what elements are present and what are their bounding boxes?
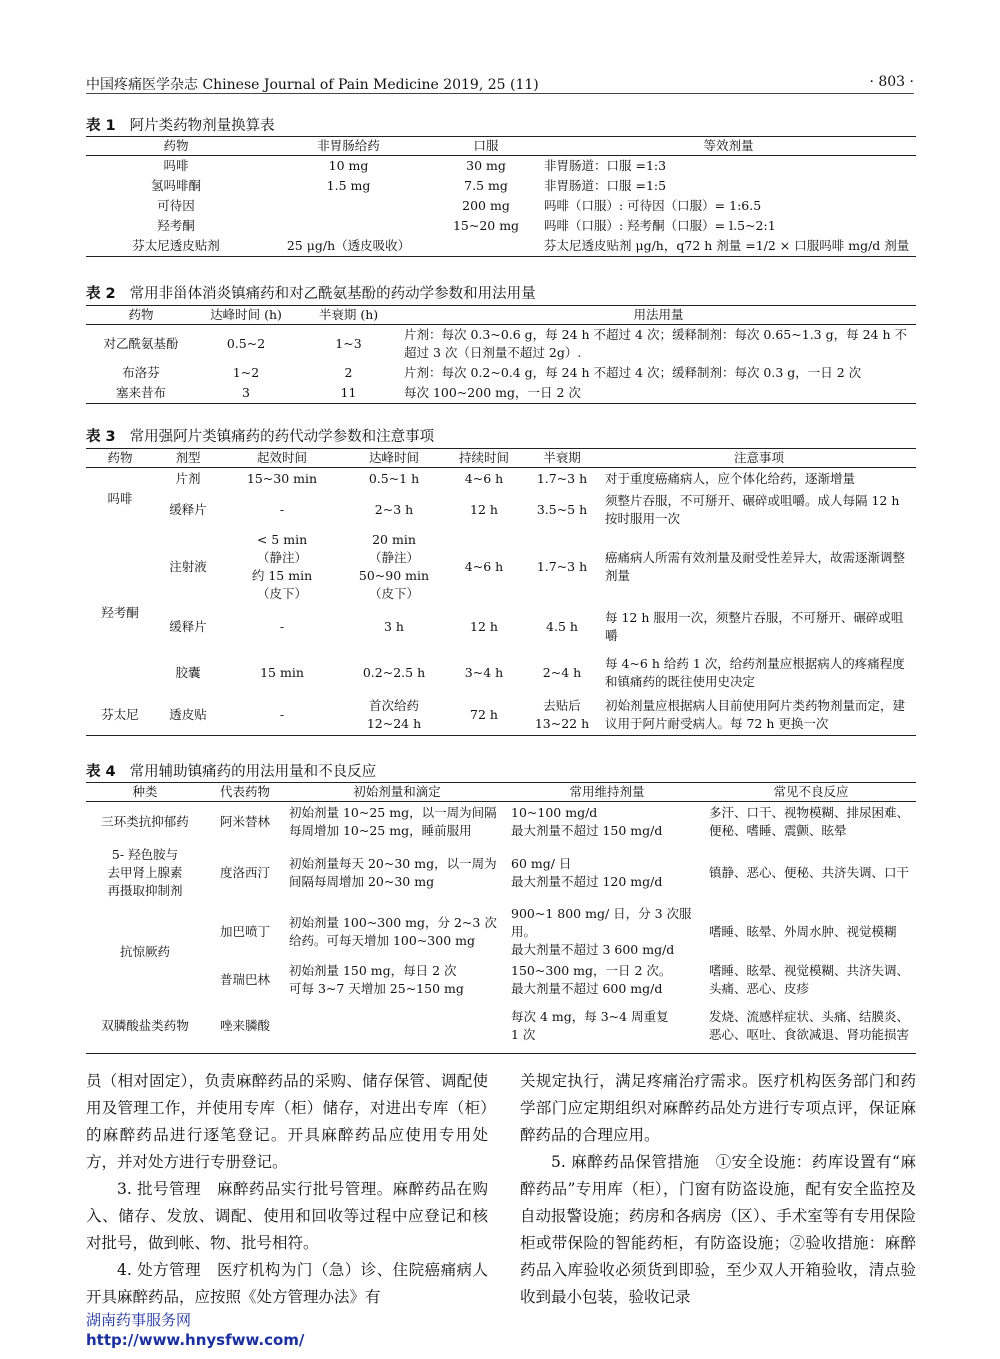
table4-header: 初始剂量和滴定	[286, 783, 508, 802]
table-cell: 须整片吞服，不可掰开、碾碎或咀嚼。成人每隔 12 h 按时服用一次	[605, 492, 900, 526]
table-cell: 唑来膦酸	[204, 1000, 286, 1054]
table2-caption: 表 2 常用非甾体消炎镇痛药和对乙酰氨基酚的药动学参数和用法用量	[86, 286, 536, 302]
table2	[86, 305, 916, 404]
table1-caption: 表 1 阿片类药物剂量换算表	[86, 118, 275, 134]
table2-header: 药物	[86, 306, 196, 325]
table-row	[86, 363, 916, 383]
table-cell: 0.5~1 h	[368, 470, 420, 486]
site-name: 湖南药事服务网	[86, 1311, 192, 1329]
table-cell: 初始剂量 150 mg，每日 2 次 可每 3~7 天增加 25~150 mg	[289, 962, 464, 996]
table-row	[86, 842, 916, 904]
table-cell: 胶囊	[175, 664, 201, 680]
table-row	[86, 960, 916, 1000]
body-column-left	[86, 1068, 488, 1311]
table-cell: 缓释片	[169, 501, 207, 517]
table-cell: 吗啡（口服）: 可待因（口服）= 1:6.5	[544, 198, 762, 213]
table-cell: 每次 4 mg，每 3~4 周重复 1 次	[508, 1000, 706, 1054]
table-cell: 多汗、口干、视物模糊、排尿困难、便秘、嗜睡、震颤、眩晕	[709, 804, 910, 838]
table-cell: 1.7~3 h	[536, 558, 588, 574]
table-cell: 羟考酮	[157, 218, 195, 233]
table-row	[86, 176, 916, 196]
table4-header: 代表药物	[204, 783, 286, 802]
table1-header: 等效剂量	[541, 137, 916, 156]
footer-watermark	[86, 1310, 304, 1350]
table-cell: 初始剂量 100~300 mg，分 2~3 次给药。可每天增加 100~300 mg	[289, 914, 497, 948]
table-cell: 72 h	[446, 696, 522, 736]
drug-class-cell: 抗惊厥药	[119, 943, 170, 959]
table-cell: 注射液	[169, 558, 207, 574]
table-row	[86, 802, 916, 842]
table-cell: 12 h	[470, 501, 498, 517]
table3-header: 半衰期	[522, 449, 602, 468]
table-cell: 缓释片	[169, 618, 207, 634]
table-cell: 0.5~2	[226, 336, 266, 351]
table3-header: 起效时间	[222, 449, 342, 468]
table-cell: 15 min	[260, 664, 304, 680]
paragraph: 3. 批号管理 麻醉药品实行批号管理。麻醉药品在购入、储存、发放、调配、使用和回收等过程中应登记和核对批号，做到帐、物、批号相符。	[86, 1180, 488, 1252]
table-cell: 4.5 h	[546, 618, 578, 634]
table-cell: 2~3 h	[374, 501, 414, 517]
table-cell: 15~20 mg	[452, 218, 520, 233]
table-cell: 3 h	[384, 618, 404, 634]
drug-name-cell: 羟考酮	[101, 604, 139, 620]
table-row	[86, 530, 916, 604]
table-cell: 1.5 mg	[326, 178, 371, 193]
table-cell: 发烧、流感样症状、头痛、结膜炎、恶心、呕吐、食欲减退、肾功能损害	[706, 1000, 916, 1054]
table-cell: 初始剂量 10~25 mg，以一周为间隔每周增加 10~25 mg，睡前服用	[289, 804, 497, 838]
table-cell	[266, 196, 431, 216]
table-cell: 1~2	[232, 365, 260, 380]
table-cell: 首次给药 12~24 h	[342, 696, 446, 736]
paragraph: 5. 麻醉药品保管措施 ①安全设施：药库设置有“麻醉药品”专用库（柜），门窗有防盗设施，配有安全监控及自动报警设施；药房和各病房（区）、手术室等有专用保险柜或带保险的智能药柜，有防盗设施；②验收措施：麻醉药品入库验收必须货到即验，至少双人开箱验收，清点验收到最小包装，验收记录	[520, 1153, 916, 1306]
table-cell: 可待因	[157, 198, 195, 213]
paragraph: 4. 处方管理 医疗机构为门（急）诊、住院癌痛病人开具麻醉药品，应按照《处方管理办法》有	[86, 1261, 488, 1306]
table-cell	[286, 1000, 508, 1054]
table-cell: 吗啡（口服）: 羟考酮（口服）= l.5~2:1	[544, 218, 776, 233]
table3-caption: 表 3 常用强阿片类镇痛药的药代动学参数和注意事项	[86, 429, 435, 445]
table-cell: 非胃肠道：口服 =1:3	[544, 158, 667, 173]
table-row	[86, 196, 916, 216]
table-cell: 芬太尼透皮贴剂 μg/h，q72 h 剂量 =1/2 × 口服吗啡 mg/d 剂量	[541, 236, 916, 257]
table-cell: 30 mg	[466, 158, 506, 173]
table-cell: 片剂：每次 0.2~0.4 g，每 24 h 不超过 4 次；缓释制剂：每次 0.3 g，一日 2 次	[404, 365, 862, 380]
table2-header: 用法用量	[401, 306, 916, 325]
table-row	[86, 490, 916, 530]
table-cell: 15~30 min	[246, 470, 318, 486]
table-cell: 度洛西汀	[219, 864, 270, 880]
journal-title: 中国疼痛医学杂志 Chinese Journal of Pain Medicine 2019, 25 (11)	[86, 77, 539, 93]
table-cell: 11	[296, 383, 401, 404]
table3-header: 剂型	[154, 449, 222, 468]
table-row	[86, 236, 916, 257]
drug-class-cell: 5- 羟色胺与 去甲肾上腺素 再摄取抑制剂	[107, 846, 183, 898]
table-cell: 900~1 800 mg/ 日，分 3 次服用。 最大剂量不超过 3 600 mg/d	[511, 905, 692, 957]
page-number: · 803 ·	[869, 74, 914, 90]
table-cell: 3~4 h	[464, 664, 504, 680]
table-cell: < 5 min （静注） 约 15 min （皮下）	[251, 531, 313, 601]
drug-name-cell: 芬太尼	[86, 696, 154, 736]
table-cell: 1~3	[335, 336, 362, 351]
table-cell: -	[279, 501, 285, 517]
table-cell: 吗啡	[163, 158, 189, 173]
table-cell: 片剂	[175, 470, 201, 486]
table-cell: 加巴喷丁	[219, 923, 270, 939]
table1	[86, 136, 916, 257]
table-row	[86, 904, 916, 960]
table-cell: 嗜睡、眩晕、视觉模糊、共济失调、头痛、恶心、皮疹	[709, 962, 910, 996]
table-cell: 塞来昔布	[86, 383, 196, 404]
table-row	[86, 650, 916, 696]
table-cell: 非胃肠道：口服 =1:5	[544, 178, 667, 193]
table-cell: 癌痛病人所需有效剂量及耐受性差异大，故需逐渐调整剂量	[605, 549, 906, 583]
paragraph: 员（相对固定），负责麻醉药品的采购、储存保管、调配使用及管理工作，并使用专库（柜）储存，对进出专库（柜）的麻醉药品进行逐笔登记。开具麻醉药品应使用专用处方，并对处方进行专册登记。	[86, 1072, 488, 1171]
table1-header: 非胃肠给药	[266, 137, 431, 156]
table-row	[86, 383, 916, 404]
table-cell: 芬太尼透皮贴剂	[86, 236, 266, 257]
table-cell: 3.5~5 h	[536, 501, 588, 517]
table4-caption: 表 4 常用辅助镇痛药的用法用量和不良反应	[86, 764, 377, 780]
table-row	[86, 604, 916, 650]
site-url[interactable]: http://www.hnysfww.com/	[86, 1331, 305, 1349]
table-cell: 去贴后 13~22 h	[522, 696, 602, 736]
table-row	[86, 696, 916, 736]
table3-header: 注意事项	[602, 449, 916, 468]
table-cell: 10 mg	[328, 158, 369, 173]
table-cell: 7.5 mg	[464, 178, 508, 193]
table-cell	[266, 216, 431, 236]
table-cell: -	[279, 618, 285, 634]
table4	[86, 782, 916, 1054]
drug-class-cell: 三环类抗抑郁药	[101, 813, 189, 829]
table-cell: 每 12 h 服用一次，须整片吞服，不可掰开、碾碎或咀嚼	[605, 609, 904, 643]
table-cell: 透皮贴	[154, 696, 222, 736]
table-cell: 每 4~6 h 给药 1 次，给药剂量应根据病人的疼痛程度和镇痛药的既往使用史决定	[605, 655, 905, 689]
table-cell: 10~100 mg/d 最大剂量不超过 150 mg/d	[511, 804, 663, 838]
paragraph: 关规定执行，满足疼痛治疗需求。医疗机构医务部门和药学部门应定期组织对麻醉药品处方进行专项点评，保证麻醉药品的合理应用。	[520, 1072, 916, 1144]
table-cell: 初始剂量每天 20~30 mg，以一周为间隔每周增加 20~30 mg	[289, 855, 497, 889]
table4-header: 常用维持剂量	[508, 783, 706, 802]
table-cell: 阿米替林	[219, 813, 270, 829]
table3-header: 达峰时间	[342, 449, 446, 468]
table-row	[86, 1000, 916, 1054]
table-cell: 12 h	[470, 618, 498, 634]
table-row	[86, 156, 916, 177]
table-row	[86, 325, 916, 364]
table-row	[86, 468, 916, 490]
body-column-right	[520, 1068, 916, 1311]
table-cell: 25 μg/h（透皮吸收）	[266, 236, 431, 257]
table3-header: 持续时间	[446, 449, 522, 468]
table-cell: 对于重度癌痛病人，应个体化给药，逐渐增量	[605, 470, 856, 486]
table-cell: 每次 100~200 mg，一日 2 次	[401, 383, 916, 404]
table-cell	[431, 236, 541, 257]
table-cell: 氢吗啡酮	[150, 178, 201, 193]
table-cell: 初始剂量应根据病人目前使用阿片类药物剂量而定，建议用于阿片耐受病人。每 72 h 更换一次	[602, 696, 916, 736]
table-cell: 3	[196, 383, 296, 404]
table2-header: 达峰时间 (h)	[196, 306, 296, 325]
table-row	[86, 216, 916, 236]
table1-header: 药物	[86, 137, 266, 156]
table2-header: 半衰期 (h)	[296, 306, 401, 325]
table-cell: 2~4 h	[542, 664, 582, 680]
table-cell: 嗜睡、眩晕、外周水肿、视觉模糊	[709, 923, 897, 939]
table-cell: 普瑞巴林	[219, 971, 270, 987]
table4-header: 常见不良反应	[706, 783, 916, 802]
table-cell: 对乙酰氨基酚	[103, 336, 179, 351]
table-cell: 0.2~2.5 h	[362, 664, 426, 680]
table3	[86, 448, 916, 736]
table-cell: 片剂：每次 0.3~0.6 g，每 24 h 不超过 4 次；缓释制剂：每次 0.65~1.3 g，每 24 h 不超过 3 次（日剂量不超过 2g）.	[404, 327, 907, 360]
table-cell: 60 mg/ 日 最大剂量不超过 120 mg/d	[511, 855, 663, 889]
table-cell: 1.7~3 h	[536, 470, 588, 486]
drug-name-cell: 吗啡	[107, 490, 133, 506]
running-header	[86, 72, 914, 94]
table1-header: 口服	[431, 137, 541, 156]
table-cell: 4~6 h	[464, 470, 504, 486]
table3-header: 药物	[86, 449, 154, 468]
table-cell: 20 min （静注） 50~90 min （皮下）	[358, 531, 430, 601]
table-cell: 2	[344, 365, 353, 380]
drug-class-cell: 双膦酸盐类药物	[86, 1000, 204, 1054]
table-cell: 镇静、恶心、便秘、共济失调、口干	[709, 864, 910, 880]
table-cell: 布洛芬	[122, 365, 160, 380]
table-cell: -	[222, 696, 342, 736]
table4-header: 种类	[86, 783, 204, 802]
table-cell: 150~300 mg，一日 2 次。 最大剂量不超过 600 mg/d	[511, 962, 672, 996]
table-cell: 4~6 h	[464, 558, 504, 574]
table-cell: 200 mg	[462, 198, 510, 213]
